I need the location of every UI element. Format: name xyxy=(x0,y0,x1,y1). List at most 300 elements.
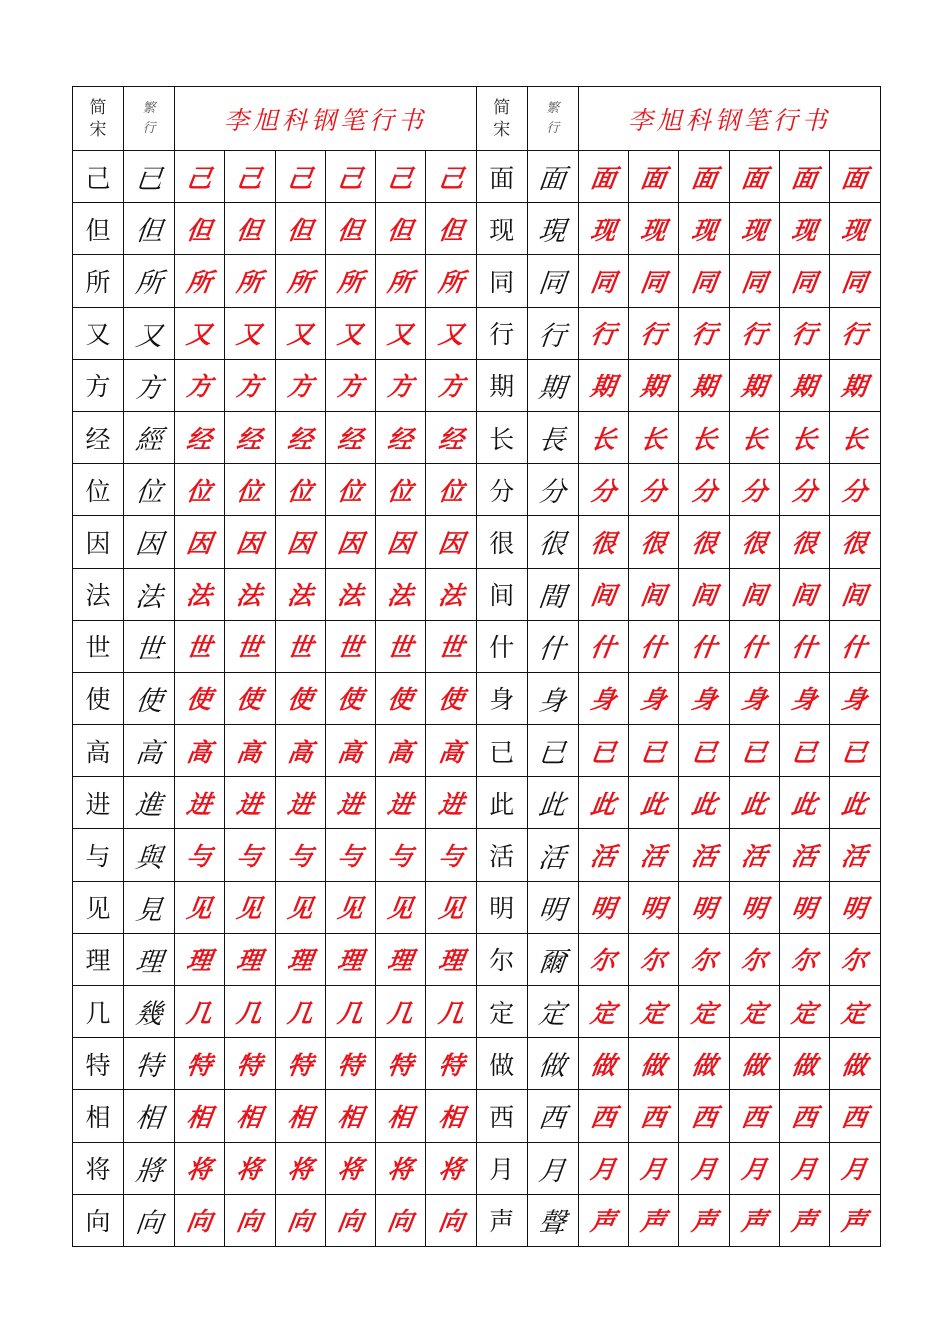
fan-char: 向 xyxy=(133,1207,164,1239)
practice-char: 定 xyxy=(840,998,870,1028)
practice-char-cell xyxy=(830,672,880,724)
practice-char-cell xyxy=(376,1038,426,1090)
practice-char: 定 xyxy=(638,998,669,1028)
practice-char-cell xyxy=(175,933,225,985)
practice-char: 期 xyxy=(789,372,819,402)
fan-char-cell xyxy=(124,307,175,359)
fan-char: 月 xyxy=(537,1155,568,1187)
practice-char-cell xyxy=(729,255,779,307)
practice-char: 什 xyxy=(739,633,769,663)
practice-char: 所 xyxy=(335,267,365,297)
practice-char-cell xyxy=(376,881,426,933)
practice-char: 长 xyxy=(689,424,719,454)
practice-char: 间 xyxy=(789,581,819,611)
practice-char: 己 xyxy=(184,163,214,193)
practice-char-cell xyxy=(830,1038,880,1090)
song-char-cell xyxy=(476,725,527,777)
practice-char: 几 xyxy=(335,998,365,1028)
practice-char-cell xyxy=(830,568,880,620)
practice-char: 同 xyxy=(789,267,819,297)
practice-char: 使 xyxy=(285,685,315,715)
fan-char: 什 xyxy=(537,633,568,665)
practice-char: 长 xyxy=(638,424,669,454)
practice-char-cell xyxy=(779,203,829,255)
practice-char: 几 xyxy=(235,998,265,1028)
fan-char-cell xyxy=(124,359,175,411)
practice-char: 经 xyxy=(184,424,214,454)
fan-char: 特 xyxy=(133,1051,164,1083)
fan-char-cell xyxy=(527,777,578,829)
practice-char-cell xyxy=(629,255,679,307)
song-char-cell xyxy=(73,777,124,829)
practice-char: 使 xyxy=(235,685,265,715)
practice-char-cell xyxy=(578,672,628,724)
table-row xyxy=(73,986,881,1038)
practice-char-cell xyxy=(779,777,829,829)
practice-char-cell xyxy=(376,255,426,307)
practice-char-cell xyxy=(175,464,225,516)
practice-char: 面 xyxy=(638,163,669,193)
song-char: 世 xyxy=(85,633,111,663)
practice-char-cell xyxy=(830,516,880,568)
practice-char: 月 xyxy=(840,1155,870,1185)
song-char: 尔 xyxy=(489,946,515,976)
practice-char: 声 xyxy=(689,1207,719,1237)
practice-char-cell xyxy=(325,516,375,568)
practice-char-cell xyxy=(779,1090,829,1142)
practice-char: 声 xyxy=(638,1207,669,1237)
practice-char-cell xyxy=(426,568,476,620)
practice-char-cell xyxy=(679,881,729,933)
song-char: 明 xyxy=(489,894,515,924)
fan-char-cell xyxy=(527,1038,578,1090)
song-char-cell xyxy=(73,464,124,516)
practice-char-cell xyxy=(325,255,375,307)
practice-char-cell xyxy=(225,307,275,359)
fan-char-cell xyxy=(527,620,578,672)
practice-char: 行 xyxy=(638,320,669,350)
practice-char: 期 xyxy=(840,372,870,402)
fan-char-cell xyxy=(124,516,175,568)
practice-char: 高 xyxy=(335,737,365,767)
practice-char-cell xyxy=(629,1194,679,1246)
practice-char-cell xyxy=(830,464,880,516)
song-char-cell xyxy=(73,725,124,777)
practice-char: 与 xyxy=(386,842,416,872)
fan-char: 高 xyxy=(133,738,164,770)
practice-char: 理 xyxy=(184,946,214,976)
fan-char: 明 xyxy=(537,894,568,926)
practice-char-cell xyxy=(325,151,375,203)
song-char-cell xyxy=(73,1090,124,1142)
practice-char: 己 xyxy=(335,163,365,193)
practice-char: 同 xyxy=(638,267,669,297)
song-char-cell xyxy=(476,881,527,933)
practice-char-cell xyxy=(175,1142,225,1194)
title-cell-left xyxy=(175,87,477,151)
practice-char-cell xyxy=(426,777,476,829)
practice-char-cell xyxy=(629,464,679,516)
song-char: 什 xyxy=(489,633,515,663)
song-char-cell xyxy=(476,516,527,568)
practice-char-cell xyxy=(729,829,779,881)
fan-char-cell xyxy=(527,933,578,985)
practice-char-cell xyxy=(275,255,325,307)
practice-char: 活 xyxy=(840,842,870,872)
fan-char-cell xyxy=(124,829,175,881)
practice-char: 分 xyxy=(739,476,769,506)
practice-char: 将 xyxy=(386,1155,416,1185)
song-char: 期 xyxy=(489,372,515,402)
practice-char-cell xyxy=(426,255,476,307)
practice-char: 已 xyxy=(588,737,618,767)
practice-char: 声 xyxy=(739,1207,769,1237)
practice-char-cell xyxy=(376,307,426,359)
practice-char-cell xyxy=(376,933,426,985)
song-char: 西 xyxy=(489,1102,515,1132)
fan-header-cell xyxy=(124,87,175,151)
practice-char: 向 xyxy=(184,1207,214,1237)
practice-char: 使 xyxy=(436,685,466,715)
practice-char: 世 xyxy=(436,633,466,663)
practice-char-cell xyxy=(629,672,679,724)
song-char: 月 xyxy=(489,1155,515,1185)
practice-char: 身 xyxy=(840,685,870,715)
practice-char-cell xyxy=(578,568,628,620)
fan-header-char: 繁 xyxy=(546,100,560,116)
page-title: 李旭科钢笔行书 xyxy=(223,105,427,135)
practice-char: 现 xyxy=(739,215,769,245)
practice-char: 经 xyxy=(335,424,365,454)
practice-char: 分 xyxy=(689,476,719,506)
fan-char: 相 xyxy=(133,1103,164,1135)
practice-char-cell xyxy=(629,620,679,672)
practice-char-cell xyxy=(578,986,628,1038)
fan-char: 分 xyxy=(537,477,568,509)
fan-char-cell xyxy=(124,255,175,307)
practice-char-cell xyxy=(175,1194,225,1246)
practice-char: 与 xyxy=(235,842,265,872)
practice-char: 此 xyxy=(638,789,669,819)
practice-char: 活 xyxy=(638,842,669,872)
practice-char-cell xyxy=(629,777,679,829)
song-char: 行 xyxy=(489,320,515,350)
practice-char: 已 xyxy=(789,737,819,767)
song-char: 此 xyxy=(489,789,515,819)
practice-char: 声 xyxy=(789,1207,819,1237)
practice-char: 见 xyxy=(335,894,365,924)
practice-char-cell xyxy=(225,359,275,411)
practice-char: 位 xyxy=(184,476,214,506)
practice-char-cell xyxy=(225,568,275,620)
fan-char: 因 xyxy=(133,529,164,561)
fan-char-cell xyxy=(527,568,578,620)
song-char: 分 xyxy=(489,476,515,506)
practice-char: 使 xyxy=(335,685,365,715)
practice-char: 己 xyxy=(285,163,315,193)
fan-char: 期 xyxy=(537,372,568,404)
practice-char: 期 xyxy=(739,372,769,402)
practice-char-cell xyxy=(275,516,325,568)
practice-char: 但 xyxy=(235,215,265,245)
fan-char: 幾 xyxy=(133,999,164,1031)
practice-char: 高 xyxy=(436,737,466,767)
practice-char: 月 xyxy=(689,1155,719,1185)
practice-char-cell xyxy=(629,1142,679,1194)
song-char: 现 xyxy=(489,215,515,245)
fan-char-cell xyxy=(124,777,175,829)
practice-char: 又 xyxy=(235,320,265,350)
practice-char: 现 xyxy=(638,215,669,245)
practice-char: 月 xyxy=(739,1155,769,1185)
practice-char-cell xyxy=(225,255,275,307)
practice-char-cell xyxy=(779,411,829,463)
practice-char-cell xyxy=(175,411,225,463)
practice-char-cell xyxy=(275,777,325,829)
practice-char: 理 xyxy=(335,946,365,976)
practice-char-cell xyxy=(175,359,225,411)
practice-char: 向 xyxy=(235,1207,265,1237)
practice-char: 位 xyxy=(436,476,466,506)
practice-char-cell xyxy=(325,411,375,463)
song-char: 方 xyxy=(85,372,111,402)
practice-char-cell xyxy=(578,307,628,359)
table-row xyxy=(73,151,881,203)
fan-char-cell xyxy=(527,151,578,203)
practice-char: 行 xyxy=(840,320,870,350)
fan-char-cell xyxy=(527,516,578,568)
song-char: 己 xyxy=(85,163,111,193)
table-row xyxy=(73,359,881,411)
practice-char-cell xyxy=(729,568,779,620)
practice-char: 西 xyxy=(840,1102,870,1132)
practice-char: 身 xyxy=(638,685,669,715)
table-row xyxy=(73,933,881,985)
practice-char-cell xyxy=(729,1038,779,1090)
table-row xyxy=(73,672,881,724)
practice-char: 又 xyxy=(285,320,315,350)
practice-char-cell xyxy=(578,411,628,463)
song-char-cell xyxy=(476,672,527,724)
practice-char-cell xyxy=(679,777,729,829)
practice-char-cell xyxy=(629,307,679,359)
table-row xyxy=(73,1090,881,1142)
practice-char-cell xyxy=(376,829,426,881)
practice-char: 因 xyxy=(436,528,466,558)
practice-char: 什 xyxy=(638,633,669,663)
fan-char-cell xyxy=(527,203,578,255)
practice-char-cell xyxy=(275,933,325,985)
fan-char: 定 xyxy=(537,999,568,1031)
practice-char: 西 xyxy=(638,1102,669,1132)
practice-char-cell xyxy=(578,725,628,777)
practice-char: 己 xyxy=(436,163,466,193)
fan-char: 同 xyxy=(537,268,568,300)
practice-char: 方 xyxy=(184,372,214,402)
page-title: 李旭科钢笔行书 xyxy=(627,105,831,135)
song-char: 长 xyxy=(489,424,515,454)
practice-char: 已 xyxy=(638,737,669,767)
practice-char-cell xyxy=(578,464,628,516)
practice-char: 将 xyxy=(285,1155,315,1185)
fan-header-char: 行 xyxy=(546,120,560,136)
practice-char-cell xyxy=(175,829,225,881)
practice-char-cell xyxy=(325,359,375,411)
fan-char-cell xyxy=(527,1142,578,1194)
practice-char: 明 xyxy=(789,894,819,924)
practice-char-cell xyxy=(629,151,679,203)
practice-char: 将 xyxy=(335,1155,365,1185)
practice-char-cell xyxy=(830,986,880,1038)
fan-char-cell xyxy=(124,1194,175,1246)
practice-char-cell xyxy=(275,411,325,463)
fan-char: 身 xyxy=(537,685,568,717)
practice-char-cell xyxy=(376,151,426,203)
practice-char: 与 xyxy=(285,842,315,872)
practice-char: 方 xyxy=(386,372,416,402)
practice-char: 分 xyxy=(840,476,870,506)
practice-char-cell xyxy=(275,359,325,411)
header-row xyxy=(73,87,881,151)
practice-char-cell xyxy=(426,1194,476,1246)
practice-char-cell xyxy=(779,464,829,516)
fan-char: 但 xyxy=(133,216,164,248)
table-row xyxy=(73,1194,881,1246)
practice-char: 此 xyxy=(588,789,618,819)
practice-char: 面 xyxy=(789,163,819,193)
song-char: 间 xyxy=(489,581,515,611)
practice-char-cell xyxy=(376,986,426,1038)
practice-char-cell xyxy=(729,151,779,203)
practice-char: 尔 xyxy=(638,946,669,976)
practice-char-cell xyxy=(175,1038,225,1090)
practice-char: 什 xyxy=(689,633,719,663)
practice-char-cell xyxy=(225,1142,275,1194)
fan-char-cell xyxy=(124,1142,175,1194)
practice-char-cell xyxy=(275,986,325,1038)
practice-char-cell xyxy=(325,725,375,777)
practice-char-cell xyxy=(426,933,476,985)
practice-char-cell xyxy=(779,672,829,724)
practice-char-cell xyxy=(175,620,225,672)
song-char: 几 xyxy=(85,998,111,1028)
practice-char: 相 xyxy=(235,1102,265,1132)
practice-char-cell xyxy=(225,203,275,255)
practice-char: 方 xyxy=(335,372,365,402)
practice-char-cell xyxy=(578,620,628,672)
practice-char: 己 xyxy=(386,163,416,193)
practice-char: 做 xyxy=(689,1050,719,1080)
practice-char: 理 xyxy=(235,946,265,976)
practice-char: 明 xyxy=(840,894,870,924)
song-char-cell xyxy=(476,829,527,881)
table-row xyxy=(73,411,881,463)
practice-char-cell xyxy=(175,777,225,829)
practice-char-cell xyxy=(225,986,275,1038)
practice-char-cell xyxy=(679,620,729,672)
practice-char: 西 xyxy=(789,1102,819,1132)
practice-char: 进 xyxy=(386,789,416,819)
practice-char: 将 xyxy=(235,1155,265,1185)
practice-char: 己 xyxy=(235,163,265,193)
practice-char: 此 xyxy=(739,789,769,819)
fan-char: 世 xyxy=(133,633,164,665)
practice-char: 长 xyxy=(789,424,819,454)
fan-char: 爾 xyxy=(537,946,568,978)
song-char: 所 xyxy=(85,267,111,297)
practice-char: 做 xyxy=(789,1050,819,1080)
song-char: 特 xyxy=(85,1050,111,1080)
practice-char: 分 xyxy=(789,476,819,506)
fan-char-cell xyxy=(124,986,175,1038)
song-char: 与 xyxy=(85,842,111,872)
table-row xyxy=(73,1142,881,1194)
practice-char: 现 xyxy=(689,215,719,245)
practice-char: 西 xyxy=(739,1102,769,1132)
practice-char: 面 xyxy=(840,163,870,193)
song-char-cell xyxy=(73,411,124,463)
practice-char: 月 xyxy=(588,1155,618,1185)
practice-char-cell xyxy=(275,1142,325,1194)
practice-char-cell xyxy=(830,725,880,777)
practice-char-cell xyxy=(225,881,275,933)
practice-char: 将 xyxy=(184,1155,214,1185)
practice-char: 向 xyxy=(386,1207,416,1237)
practice-char-cell xyxy=(325,881,375,933)
practice-char-cell xyxy=(830,255,880,307)
practice-char: 但 xyxy=(335,215,365,245)
practice-char-cell xyxy=(275,568,325,620)
practice-char: 做 xyxy=(739,1050,769,1080)
practice-char-cell xyxy=(830,1090,880,1142)
practice-char: 但 xyxy=(386,215,416,245)
practice-char: 明 xyxy=(638,894,669,924)
practice-char-cell xyxy=(779,307,829,359)
fan-char-cell xyxy=(124,933,175,985)
practice-char-cell xyxy=(779,933,829,985)
practice-char-cell xyxy=(376,359,426,411)
practice-char-cell xyxy=(830,1194,880,1246)
song-char-cell xyxy=(73,1142,124,1194)
practice-char-cell xyxy=(175,725,225,777)
fan-char-cell xyxy=(124,1090,175,1142)
practice-char-cell xyxy=(830,777,880,829)
practice-char-cell xyxy=(325,672,375,724)
song-char-cell xyxy=(73,986,124,1038)
practice-char: 明 xyxy=(739,894,769,924)
practice-char-cell xyxy=(629,725,679,777)
practice-char-cell xyxy=(175,1090,225,1142)
practice-char-cell xyxy=(578,881,628,933)
practice-char: 与 xyxy=(184,842,214,872)
practice-char-cell xyxy=(426,829,476,881)
song-char-cell xyxy=(476,1142,527,1194)
practice-char: 使 xyxy=(184,685,214,715)
practice-char-cell xyxy=(225,411,275,463)
practice-char-cell xyxy=(779,1194,829,1246)
practice-char-cell xyxy=(426,464,476,516)
practice-char: 高 xyxy=(235,737,265,767)
practice-char: 现 xyxy=(588,215,618,245)
practice-char-cell xyxy=(578,829,628,881)
practice-char-cell xyxy=(779,986,829,1038)
song-char: 将 xyxy=(85,1155,111,1185)
practice-char-cell xyxy=(830,881,880,933)
practice-grid xyxy=(72,86,881,1247)
song-char: 使 xyxy=(85,685,111,715)
song-char-cell xyxy=(476,1194,527,1246)
practice-char-cell xyxy=(679,829,729,881)
